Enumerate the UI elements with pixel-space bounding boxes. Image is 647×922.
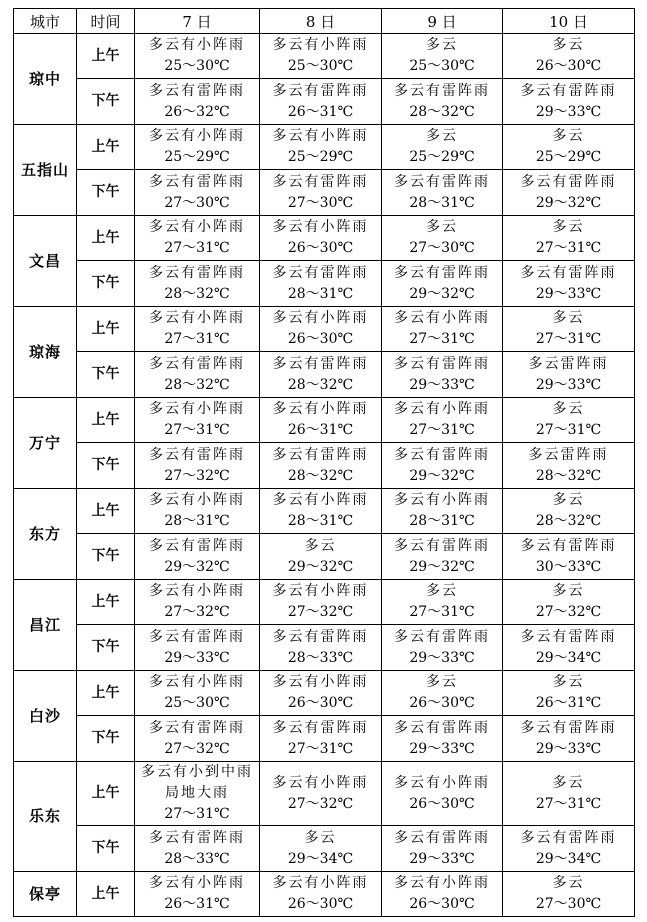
temperature-range: 25～30℃	[409, 58, 475, 74]
forecast-cell	[260, 443, 382, 489]
weather-description: 多云有小阵雨	[272, 128, 369, 144]
forecast-cell	[382, 826, 503, 872]
weather-description: 多云有雷阵雨	[149, 264, 245, 281]
weather-description: 多云有雷阵雨	[520, 264, 617, 281]
forecast-cell	[382, 307, 503, 352]
forecast-cell	[382, 580, 503, 625]
temperature-range: 26～30℃	[535, 58, 602, 74]
temperature-range: 29～33℃	[535, 740, 602, 757]
forecast-cell	[260, 261, 382, 307]
forecast-cell	[382, 398, 503, 443]
table-row	[14, 580, 635, 625]
forecast-cell	[135, 534, 260, 580]
weather-description: 多云有小阵雨	[394, 875, 490, 891]
temperature-range: 29～33℃	[535, 285, 602, 302]
weather-description: 多云有小阵雨	[394, 492, 490, 508]
weather-description: 多云	[426, 583, 458, 599]
table-row	[14, 534, 635, 580]
table-row	[14, 762, 635, 826]
weather-description: 多云有小阵雨	[394, 401, 490, 417]
forecast-cell	[260, 352, 382, 398]
weather-description: 多云有雷阵雨	[149, 355, 245, 372]
weather-description: 多云有雷阵雨	[272, 355, 369, 372]
temperature-range: 26～30℃	[287, 331, 354, 347]
forecast-cell	[503, 580, 635, 625]
temperature-range: 27～31℃	[409, 604, 475, 620]
city-name: 白沙	[14, 671, 77, 762]
temperature-range: 29～32℃	[409, 285, 475, 302]
forecast-cell	[503, 34, 635, 79]
forecast-cell	[382, 443, 503, 489]
time-period: 下午	[77, 716, 135, 762]
temperature-range: 27～31℃	[409, 331, 475, 347]
temperature-range: 27～32℃	[164, 740, 230, 757]
temperature-range: 26～31℃	[287, 422, 354, 438]
temperature-range: 27～31℃	[535, 795, 602, 812]
time-period: 上午	[77, 34, 135, 79]
temperature-range: 25～30℃	[287, 58, 354, 74]
forecast-cell	[135, 716, 260, 762]
forecast-cell	[382, 534, 503, 580]
temperature-range: 30～33℃	[535, 558, 602, 575]
temperature-range: 26～30℃	[287, 695, 354, 711]
weather-description: 多云有小阵雨	[149, 401, 245, 417]
weather-description: 多云有小阵雨	[272, 310, 369, 326]
forecast-cell	[503, 352, 635, 398]
city-name: 文昌	[14, 216, 77, 307]
time-period: 上午	[77, 125, 135, 170]
temperature-range: 26～30℃	[287, 896, 354, 912]
forecast-cell	[503, 762, 635, 826]
weather-description: 多云有雷阵雨	[149, 719, 245, 736]
weather-description: 多云有雷阵雨	[520, 173, 617, 190]
weather-description: 多云有小阵雨	[149, 128, 245, 144]
forecast-cell	[260, 34, 382, 79]
forecast-cell	[135, 261, 260, 307]
weather-description: 多云有小到中雨	[141, 764, 253, 780]
temperature-range: 29～32℃	[535, 194, 602, 211]
time-period: 上午	[77, 762, 135, 826]
city-name: 乐东	[14, 762, 77, 872]
forecast-cell	[382, 671, 503, 716]
weather-description: 多云有小阵雨	[272, 492, 369, 508]
weather-description: 多云有小阵雨	[272, 674, 369, 690]
header-city: 城市	[14, 9, 77, 34]
weather-description: 多云有雷阵雨	[149, 82, 245, 99]
temperature-range: 28～31℃	[287, 513, 354, 529]
weather-description: 多云有雷阵雨	[149, 173, 245, 190]
weather-description: 多云有雷阵雨	[149, 628, 245, 645]
temperature-range: 27～30℃	[164, 194, 230, 211]
city-name: 琼中	[14, 34, 77, 125]
forecast-cell	[260, 826, 382, 872]
weather-description: 多云	[552, 774, 585, 791]
weather-description: 多云	[552, 128, 585, 144]
forecast-cell	[503, 79, 635, 125]
weather-description: 多云	[552, 875, 585, 891]
temperature-range: 27～31℃	[164, 331, 230, 347]
forecast-cell	[382, 762, 503, 826]
weather-description: 多云有雷阵雨	[520, 82, 617, 99]
forecast-cell	[382, 261, 503, 307]
table-row	[14, 398, 635, 443]
weather-description: 多云	[552, 583, 585, 599]
forecast-cell	[382, 352, 503, 398]
header-day-8: 8 日	[260, 9, 382, 34]
time-period: 下午	[77, 534, 135, 580]
city-name: 昌江	[14, 580, 77, 671]
header-day-10: 10 日	[503, 9, 635, 34]
table-row	[14, 34, 635, 79]
forecast-cell	[503, 443, 635, 489]
temperature-range: 27～31℃	[164, 422, 230, 438]
table-row	[14, 261, 635, 307]
weather-description: 多云有雷阵雨	[272, 628, 369, 645]
table-row	[14, 625, 635, 671]
forecast-cell	[503, 170, 635, 216]
temperature-range: 27～31℃	[164, 240, 230, 256]
weather-description: 多云有雷阵雨	[520, 829, 617, 846]
weather-description: 多云	[304, 537, 337, 554]
temperature-range: 29～34℃	[535, 649, 602, 666]
temperature-range: 27～31℃	[535, 422, 602, 438]
weather-description: 多云有雷阵雨	[394, 355, 490, 372]
temperature-range: 25～30℃	[164, 695, 230, 711]
time-period: 上午	[77, 580, 135, 625]
forecast-cell	[135, 34, 260, 79]
temperature-range: 29～34℃	[287, 850, 354, 867]
city-name: 琼海	[14, 307, 77, 398]
forecast-cell	[135, 79, 260, 125]
weather-description: 多云雷阵雨	[528, 446, 609, 463]
forecast-cell	[135, 170, 260, 216]
weather-description: 多云	[552, 310, 585, 326]
temperature-range: 26～30℃	[287, 240, 354, 256]
weather-description: 多云有雷阵雨	[394, 719, 490, 736]
table-row	[14, 671, 635, 716]
weather-description: 多云有小阵雨	[149, 875, 245, 891]
weather-description: 多云有小阵雨	[272, 583, 369, 599]
temperature-range: 27～32℃	[287, 795, 354, 812]
temperature-range: 26～30℃	[409, 695, 475, 711]
weather-description: 多云有雷阵雨	[149, 829, 245, 846]
forecast-cell	[382, 625, 503, 671]
weather-description: 多云有雷阵雨	[272, 446, 369, 463]
temperature-range: 27～31℃	[535, 331, 602, 347]
forecast-cell	[135, 671, 260, 716]
weather-description: 多云有小阵雨	[149, 583, 245, 599]
forecast-cell	[135, 125, 260, 170]
forecast-cell	[260, 762, 382, 826]
forecast-cell	[135, 580, 260, 625]
header-row	[14, 9, 635, 34]
weather-description: 多云有雷阵雨	[394, 537, 490, 554]
temperature-range: 28～32℃	[287, 376, 354, 393]
temperature-range: 27～31℃	[164, 806, 230, 822]
table-row	[14, 716, 635, 762]
weather-description: 多云有雷阵雨	[272, 264, 369, 281]
temperature-range: 25～29℃	[409, 149, 475, 165]
forecast-cell	[135, 398, 260, 443]
temperature-range: 29～32℃	[409, 467, 475, 484]
weather-description: 多云有小阵雨	[394, 774, 490, 791]
time-period: 上午	[77, 671, 135, 716]
weather-description: 多云有雷阵雨	[394, 628, 490, 645]
forecast-cell	[503, 826, 635, 872]
temperature-range: 27～32℃	[164, 467, 230, 484]
weather-description: 多云有小阵雨	[149, 219, 245, 235]
temperature-range: 26～31℃	[535, 695, 602, 711]
time-period: 上午	[77, 872, 135, 917]
forecast-cell	[135, 625, 260, 671]
time-period: 下午	[77, 352, 135, 398]
weather-description: 多云有雷阵雨	[520, 719, 617, 736]
forecast-cell	[260, 170, 382, 216]
time-period: 下午	[77, 443, 135, 489]
city-name: 东方	[14, 489, 77, 580]
weather-description: 多云有小阵雨	[272, 401, 369, 417]
table-row	[14, 170, 635, 216]
forecast-cell	[260, 671, 382, 716]
temperature-range: 27～31℃	[287, 740, 354, 757]
weather-description: 多云有雷阵雨	[272, 173, 369, 190]
weather-description: 多云有雷阵雨	[149, 537, 245, 554]
temperature-range: 28～33℃	[287, 649, 354, 666]
header-day-9: 9 日	[382, 9, 503, 34]
time-period: 下午	[77, 261, 135, 307]
forecast-cell	[260, 489, 382, 534]
temperature-range: 26～31℃	[164, 896, 230, 912]
weather-description: 多云	[552, 37, 585, 53]
temperature-range: 29～33℃	[535, 376, 602, 393]
temperature-range: 29～33℃	[409, 376, 475, 393]
forecast-cell	[382, 716, 503, 762]
time-period: 上午	[77, 216, 135, 261]
weather-description: 多云有雷阵雨	[149, 446, 245, 463]
weather-forecast-table	[13, 8, 635, 917]
weather-description: 局地大雨	[165, 785, 229, 801]
forecast-cell	[503, 216, 635, 261]
temperature-range: 25～30℃	[164, 58, 230, 74]
forecast-cell	[503, 125, 635, 170]
temperature-range: 28～32℃	[409, 103, 475, 120]
forecast-cell	[260, 580, 382, 625]
temperature-range: 29～33℃	[164, 649, 230, 666]
temperature-range: 26～31℃	[287, 103, 354, 120]
weather-description: 多云有雷阵雨	[520, 628, 617, 645]
temperature-range: 27～30℃	[287, 194, 354, 211]
temperature-range: 27～32℃	[535, 604, 602, 620]
weather-description: 多云有雷阵雨	[394, 446, 490, 463]
weather-description: 多云	[552, 219, 585, 235]
forecast-cell	[135, 489, 260, 534]
temperature-range: 28～31℃	[409, 194, 475, 211]
forecast-cell	[135, 352, 260, 398]
weather-description: 多云	[426, 128, 458, 144]
weather-description: 多云有雷阵雨	[272, 719, 369, 736]
forecast-cell	[135, 872, 260, 917]
forecast-cell	[260, 79, 382, 125]
forecast-cell	[260, 216, 382, 261]
weather-description: 多云有小阵雨	[394, 310, 490, 326]
forecast-cell	[503, 872, 635, 917]
temperature-range: 28～32℃	[535, 467, 602, 484]
forecast-cell	[503, 534, 635, 580]
forecast-cell	[135, 826, 260, 872]
forecast-cell	[260, 125, 382, 170]
temperature-range: 29～34℃	[535, 850, 602, 867]
weather-description: 多云	[552, 492, 585, 508]
temperature-range: 28～31℃	[164, 513, 230, 529]
time-period: 下午	[77, 79, 135, 125]
temperature-range: 29～32℃	[409, 558, 475, 575]
temperature-range: 29～32℃	[287, 558, 354, 575]
forecast-cell	[503, 398, 635, 443]
weather-description: 多云有雷阵雨	[394, 829, 490, 846]
temperature-range: 28～32℃	[164, 376, 230, 393]
forecast-cell	[503, 307, 635, 352]
time-period: 上午	[77, 398, 135, 443]
weather-description: 多云	[426, 674, 458, 690]
forecast-cell	[382, 79, 503, 125]
forecast-cell	[382, 216, 503, 261]
weather-description: 多云雷阵雨	[528, 355, 609, 372]
table-row	[14, 216, 635, 261]
time-period: 下午	[77, 826, 135, 872]
weather-description: 多云	[426, 219, 458, 235]
table-row	[14, 352, 635, 398]
weather-description: 多云	[426, 37, 458, 53]
temperature-range: 28～33℃	[164, 850, 230, 867]
temperature-range: 28～31℃	[409, 513, 475, 529]
city-name: 五指山	[14, 125, 77, 216]
temperature-range: 26～30℃	[409, 795, 475, 812]
temperature-range: 28～31℃	[287, 285, 354, 302]
temperature-range: 26～30℃	[409, 896, 475, 912]
weather-description: 多云有小阵雨	[149, 37, 245, 53]
weather-description: 多云有雷阵雨	[394, 173, 490, 190]
forecast-cell	[503, 489, 635, 534]
weather-description: 多云有雷阵雨	[272, 82, 369, 99]
time-period: 上午	[77, 489, 135, 534]
forecast-cell	[382, 34, 503, 79]
temperature-range: 28～32℃	[164, 285, 230, 302]
temperature-range: 29～33℃	[409, 649, 475, 666]
temperature-range: 26～32℃	[164, 103, 230, 120]
weather-description: 多云	[304, 829, 337, 846]
weather-description: 多云有小阵雨	[149, 674, 245, 690]
weather-description: 多云有小阵雨	[149, 492, 245, 508]
forecast-cell	[503, 716, 635, 762]
forecast-cell	[260, 625, 382, 671]
temperature-range: 25～29℃	[535, 149, 602, 165]
forecast-cell	[382, 489, 503, 534]
temperature-range: 29～33℃	[535, 103, 602, 120]
weather-description: 多云有小阵雨	[272, 774, 369, 791]
temperature-range: 29～33℃	[409, 850, 475, 867]
weather-description: 多云有雷阵雨	[520, 537, 617, 554]
weather-description: 多云有雷阵雨	[394, 264, 490, 281]
temperature-range: 29～32℃	[164, 558, 230, 575]
table-row	[14, 826, 635, 872]
header-time: 时间	[77, 9, 135, 34]
forecast-cell	[135, 307, 260, 352]
temperature-range: 27～32℃	[164, 604, 230, 620]
forecast-cell	[135, 216, 260, 261]
temperature-range: 27～31℃	[535, 240, 602, 256]
forecast-cell	[260, 307, 382, 352]
city-name: 万宁	[14, 398, 77, 489]
temperature-range: 28～32℃	[287, 467, 354, 484]
forecast-cell	[135, 762, 260, 826]
table-row	[14, 79, 635, 125]
forecast-cell	[260, 716, 382, 762]
temperature-range: 28～32℃	[535, 513, 602, 529]
time-period: 下午	[77, 625, 135, 671]
temperature-range: 27～32℃	[287, 604, 354, 620]
temperature-range: 29～33℃	[409, 740, 475, 757]
temperature-range: 25～29℃	[164, 149, 230, 165]
forecast-cell	[382, 125, 503, 170]
weather-description: 多云有小阵雨	[272, 37, 369, 53]
table-row	[14, 125, 635, 170]
temperature-range: 27～30℃	[409, 240, 475, 256]
weather-description: 多云有雷阵雨	[394, 82, 490, 99]
forecast-cell	[503, 261, 635, 307]
weather-description: 多云	[552, 401, 585, 417]
city-name: 保亭	[14, 872, 77, 917]
forecast-cell	[260, 534, 382, 580]
header-day-7: 7 日	[135, 9, 260, 34]
table-row	[14, 307, 635, 352]
forecast-cell	[135, 443, 260, 489]
temperature-range: 27～31℃	[409, 422, 475, 438]
forecast-cell	[382, 170, 503, 216]
weather-description: 多云	[552, 674, 585, 690]
forecast-cell	[260, 398, 382, 443]
forecast-cell	[503, 671, 635, 716]
table-row	[14, 443, 635, 489]
weather-description: 多云有小阵雨	[272, 875, 369, 891]
forecast-cell	[382, 872, 503, 917]
weather-description: 多云有小阵雨	[272, 219, 369, 235]
table-row	[14, 872, 635, 917]
time-period: 下午	[77, 170, 135, 216]
forecast-body	[14, 34, 635, 917]
forecast-cell	[260, 872, 382, 917]
time-period: 上午	[77, 307, 135, 352]
temperature-range: 25～29℃	[287, 149, 354, 165]
table-row	[14, 489, 635, 534]
weather-description: 多云有小阵雨	[149, 310, 245, 326]
temperature-range: 27～30℃	[535, 896, 602, 912]
forecast-cell	[503, 625, 635, 671]
